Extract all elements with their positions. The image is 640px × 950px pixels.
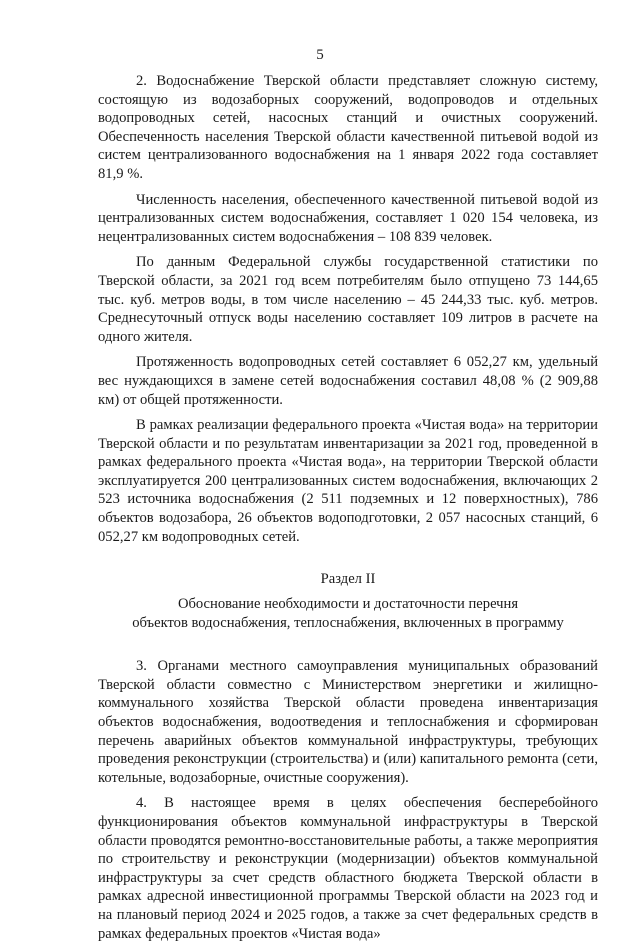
document-body [98, 72, 598, 950]
section-label: Раздел II [320, 571, 376, 588]
section-title-line-2: объектов водоснабжения, теплоснабжения, включенных в программу [132, 615, 564, 632]
paragraph-current-measures: 4. В настоящее время в целях обеспечения бесперебойного функционирования объектов коммунальной инфраструктуры в Тверской области проводятся ремонтно-восстановительные работы, а также мероприятия по строительству и реконструкции (модернизации) объектов коммунальной инфраструктуры за счет средств областного бюджета Тверской области в рамках адресной инвестиционной программы Тверской области на 2023 год и на плановый период 2024 и 2025 годов, а также за счет федеральных средств в рамках федеральных проектов «Чистая вода» [98, 795, 598, 942]
paragraph-population-provided: Численность населения, обеспеченного качественной питьевой водой из централизованных систем водоснабжения, составляет 1 020 154 человека, из нецентрализованных систем водоснабжения – 108 839 человек. [98, 191, 598, 245]
section-title-line-1: Обоснование необходимости и достаточности перечня [177, 596, 519, 613]
paragraph-water-supply-system: 2. Водоснабжение Тверской области представляет сложную систему, состоящую из водозаборных сооружений, водопроводов и отдельных водопроводных сетей, насосных станций и очистных сооружений. Обеспеченность населения Тверской области качественной питьевой водой из систем централизованного водоснабжения на 1 января 2022 года составляет 81,9 %. [98, 73, 598, 182]
paragraph-network-length: Протяженность водопроводных сетей составляет 6 052,27 км, удельный вес нуждающихся в замене сетей водоснабжения составил 48,08 % (2 909,88 км) от общей протяженности. [98, 354, 598, 408]
paragraph-statistics: По данным Федеральной службы государственной статистики по Тверской области, за 2021 год всем потребителям было отпущено 73 144,65 тыс. куб. метров воды, в том числе населению – 45 244,33 тыс. куб. метров. Среднесуточный отпуск воды населению составляет 109 литров в расчете на одного жителя. [98, 254, 598, 345]
page-number: 5 [316, 47, 324, 63]
paragraph-inventory: 3. Органами местного самоуправления муниципальных образований Тверской области совместно с Министерством энергетики и жилищно-коммунального хозяйства Тверской области проведена инвентаризация объектов водоснабжения, водоотведения и теплоснабжения и сформирован перечень аварийных объектов коммунальной инфраструктуры, требующих проведения реконструкции (строительства) и (или) капитального ремонта (сети, котельные, водозаборные, очистные сооружения). [98, 658, 598, 786]
section-heading [98, 570, 598, 633]
paragraph-clean-water-project: В рамках реализации федерального проекта «Чистая вода» на территории Тверской области и по результатам инвентаризации за 2021 год, проведенной в рамках федерального проекта «Чистая вода», на территории Тверской области эксплуатируется 200 централизованных систем водоснабжения, включающих 2 523 источника водоснабжения (2 511 подземных и 12 поверхностных), 786 объектов водозабора, 26 объектов водоподготовки, 2 057 насосных станций, 6 052,27 км водопроводных сетей. [98, 417, 598, 545]
